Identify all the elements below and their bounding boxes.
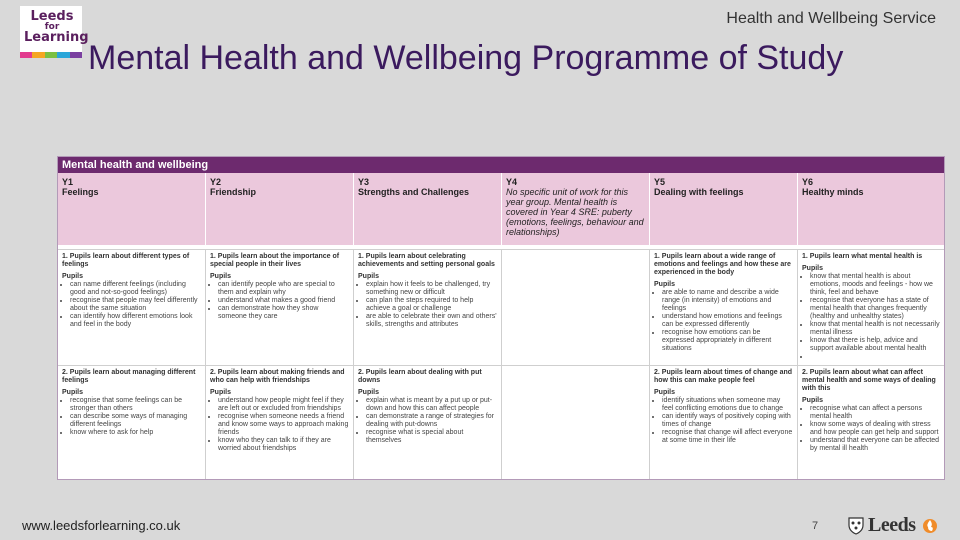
cell-pupils-label: Pupils [802, 265, 824, 272]
cell-pupils-label: Pupils [358, 389, 380, 396]
list-item: • recognise that some feelings can be stronger than others [70, 397, 201, 413]
cell-heading: 2. Pupils learn about dealing with put downs [358, 369, 482, 384]
unit-name: Dealing with feelings [654, 187, 744, 197]
list-item: • understand how people might feel if they are left out or excluded from friendships [218, 397, 349, 413]
cell-heading: 1. Pupils learn about the importance of special people in their lives [210, 253, 340, 268]
list-item: • know some ways of dealing with stress and how people can get help and support [810, 421, 940, 437]
cell-list [802, 405, 940, 453]
cell-list [358, 397, 497, 445]
year-cell-y5 [650, 173, 798, 245]
table-cell [206, 249, 354, 365]
list-item: • recognise that everyone has a state of mental health that changes frequently (healthy and unhealthy states) [810, 297, 940, 321]
footer-url[interactable]: www.leedsforlearning.co.uk [22, 518, 181, 533]
leeds-for-learning-logo [20, 6, 89, 58]
list-item: • know that there is help, advice and support available about mental health [810, 337, 940, 353]
list-item: • can describe some ways of managing different feelings [70, 413, 201, 429]
year-cell-y1 [58, 173, 206, 245]
cell-pupils-label: Pupils [358, 273, 380, 280]
list-item: • are able to name and describe a wide range (in intensity) of emotions and feelings [662, 289, 793, 313]
logo-text [24, 9, 89, 45]
flame-icon [922, 516, 938, 534]
cell-heading: 1. Pupils learn about celebrating achievements and setting personal goals [358, 253, 495, 268]
cell-list [654, 289, 793, 353]
cell-pupils-label: Pupils [802, 397, 824, 404]
page-number: 7 [812, 520, 819, 532]
logo-line1: Leeds [30, 9, 74, 24]
list-item: • understand that everyone can be affected by mental ill health [810, 437, 940, 453]
leeds-city-council-logo [846, 514, 938, 536]
cell-pupils-label: Pupils [210, 273, 232, 280]
list-item: • recognise when someone needs a friend and know some ways to approach making friends [218, 413, 349, 437]
year-cell-y6 [798, 173, 944, 245]
list-item: • know that mental health is about emotions, moods and feelings - how we think, feel and behave [810, 273, 940, 297]
cell-list [210, 397, 349, 453]
table-row [58, 249, 944, 365]
logo-line3: Learning [24, 30, 89, 45]
cell-list [358, 281, 497, 329]
list-item: • can name different feelings (including good and not-so-good feelings) [70, 281, 201, 297]
cell-heading: 1. Pupils learn what mental health is [802, 253, 923, 260]
cell-list [62, 397, 201, 437]
cell-list [62, 281, 201, 329]
unit-name: Friendship [210, 187, 257, 197]
list-item: • recognise that change will affect everyone at some time in their life [662, 429, 793, 445]
cell-pupils-label: Pupils [654, 281, 676, 288]
table-cell [650, 365, 798, 479]
table-cell [798, 365, 944, 479]
list-item [810, 353, 940, 361]
cell-pupils-label: Pupils [210, 389, 232, 396]
list-item: • understand what makes a good friend [218, 297, 349, 305]
list-item: • can plan the steps required to help achieve a goal or challenge [366, 297, 497, 313]
year-cell-y4 [502, 173, 650, 245]
table-cell [650, 249, 798, 365]
list-item: • explain how it feels to be challenged, try something new or difficult [366, 281, 497, 297]
cell-heading: 2. Pupils learn about managing different feelings [62, 369, 196, 384]
cell-pupils-label: Pupils [654, 389, 676, 396]
year-cell-y2 [206, 173, 354, 245]
cell-list [802, 273, 940, 361]
table-cell [354, 249, 502, 365]
service-name: Health and Wellbeing Service [726, 10, 936, 27]
list-item: • know who they can talk to if they are worried about friendships [218, 437, 349, 453]
list-item: • recognise how emotions can be expressed appropriately in different situations [662, 329, 793, 353]
leeds-crest-icon [846, 515, 866, 535]
year-label: Y1 [62, 177, 74, 187]
logo-colour-stripe [20, 52, 82, 58]
year-label: Y4 [506, 177, 518, 187]
cell-heading: 1. Pupils learn about different types of feelings [62, 253, 190, 268]
table-cell [206, 365, 354, 479]
cell-heading: 1. Pupils learn about a wide range of emotions and feelings and how these are experienced in the body [654, 253, 791, 276]
list-item: • recognise that people may feel differently about the same situation [70, 297, 201, 313]
table-cell [58, 365, 206, 479]
list-item: • identify situations when someone may feel conflicting emotions due to change [662, 397, 793, 413]
cell-list [210, 281, 349, 321]
table-cell [58, 249, 206, 365]
year-cell-y3 [354, 173, 502, 245]
logo-line2: for [44, 22, 60, 32]
list-item: • understand how emotions and feelings can be expressed differently [662, 313, 793, 329]
cell-list [654, 397, 793, 445]
table-cell-empty [502, 249, 650, 365]
year-label: Y5 [654, 177, 666, 187]
list-item: • recognise what is special about themselves [366, 429, 497, 445]
programme-table [57, 156, 945, 480]
list-item: • can identify how different emotions look and feel in the body [70, 313, 201, 329]
list-item: • can demonstrate how they show someone they care [218, 305, 349, 321]
year-label: Y3 [358, 177, 370, 187]
cell-pupils-label: Pupils [62, 273, 84, 280]
year-header-row [58, 173, 944, 245]
table-cell [798, 249, 944, 365]
table-cell [354, 365, 502, 479]
unit-name: Strengths and Challenges [358, 187, 470, 197]
cell-heading: 2. Pupils learn about what can affect mental health and some ways of dealing with this [802, 369, 936, 392]
table-cell-empty [502, 365, 650, 479]
cell-pupils-label: Pupils [62, 389, 84, 396]
list-item: • explain what is meant by a put up or put-down and how this can affect people [366, 397, 497, 413]
table-row [58, 365, 944, 479]
unit-name: No specific unit of work for this year group. Mental health is covered in Year 4 SRE: puberty (emotions, feelings, behaviour and relationships) [506, 187, 644, 237]
page-title: Mental Health and Wellbeing Programme of Study [88, 39, 844, 77]
cell-heading: 2. Pupils learn about making friends and who can help with friendships [210, 369, 345, 384]
list-item: • recognise what can affect a persons mental health [810, 405, 940, 421]
list-item: • can demonstrate a range of strategies for dealing with put-downs [366, 413, 497, 429]
list-item: • can identify people who are special to them and explain why [218, 281, 349, 297]
cell-heading: 2. Pupils learn about times of change and how this can make people feel [654, 369, 793, 384]
table-header: Mental health and wellbeing [58, 157, 944, 173]
year-label: Y2 [210, 177, 222, 187]
list-item: • know that mental health is not necessarily mental illness [810, 321, 940, 337]
unit-name: Feelings [62, 187, 99, 197]
list-item: • are able to celebrate their own and others' skills, strengths and attributes [366, 313, 497, 329]
council-wordmark: Leeds [868, 513, 916, 536]
unit-name: Healthy minds [802, 187, 864, 197]
list-item: • can identify ways of positively coping with times of change [662, 413, 793, 429]
year-label: Y6 [802, 177, 814, 187]
list-item: • know where to ask for help [70, 429, 201, 437]
